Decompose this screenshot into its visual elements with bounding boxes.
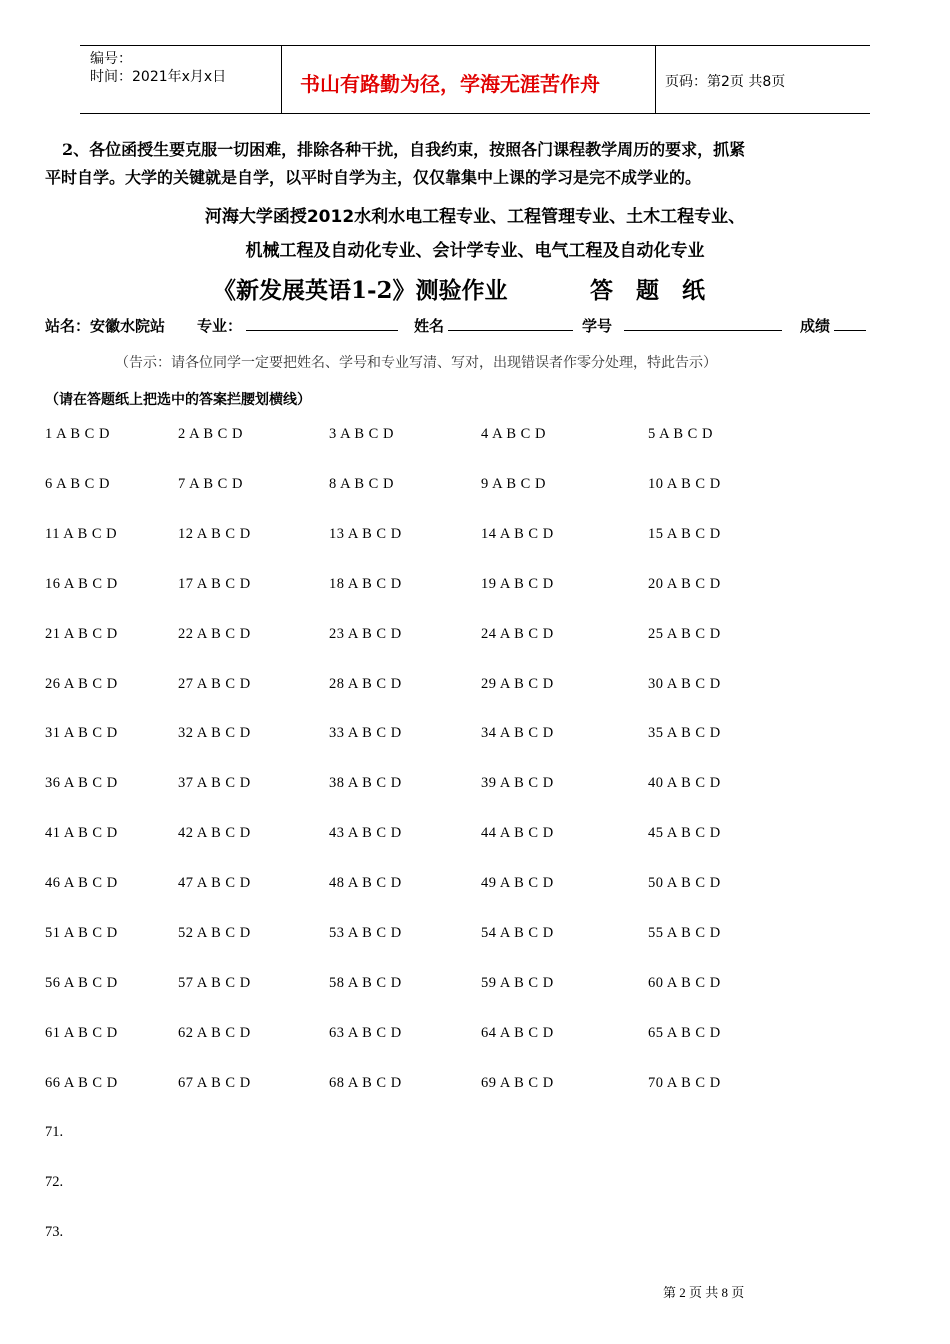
answer-item[interactable]: 62 A B C D — [178, 1024, 251, 1041]
answer-item[interactable]: 28 A B C D — [329, 675, 402, 692]
answer-item[interactable]: 29 A B C D — [481, 675, 554, 692]
answer-item[interactable]: 20 A B C D — [648, 575, 721, 592]
answer-item[interactable]: 27 A B C D — [178, 675, 251, 692]
answer-item[interactable]: 70 A B C D — [648, 1074, 721, 1091]
header-bottom-rule — [80, 113, 870, 114]
answer-item[interactable]: 12 A B C D — [178, 525, 251, 542]
answer-item[interactable]: 42 A B C D — [178, 825, 251, 842]
score-field[interactable] — [834, 316, 866, 331]
answer-item[interactable]: 58 A B C D — [329, 974, 402, 991]
answer-item[interactable]: 61 A B C D — [45, 1024, 118, 1041]
answer-item[interactable]: 3 A B C D — [329, 426, 394, 442]
answer-item[interactable]: 4 A B C D — [481, 426, 546, 442]
answer-item[interactable]: 40 A B C D — [648, 775, 721, 792]
answer-item[interactable]: 9 A B C D — [481, 475, 546, 492]
answer-item[interactable]: 31 A B C D — [45, 725, 118, 742]
answer-item[interactable]: 21 A B C D — [45, 625, 118, 642]
answer-item[interactable]: 43 A B C D — [329, 825, 402, 842]
answer-sheet-title: 答 题 纸 — [590, 277, 705, 304]
answer-item[interactable]: 37 A B C D — [178, 775, 251, 792]
answer-item[interactable]: 6 A B C D — [45, 475, 110, 492]
answer-item[interactable]: 38 A B C D — [329, 775, 402, 792]
answer-item[interactable]: 2 A B C D — [178, 426, 243, 442]
name-field[interactable] — [448, 316, 573, 331]
student-id-label: 学号 — [582, 317, 613, 335]
header-motto: 书山有路勤为径，学海无涯苦作舟 — [300, 72, 600, 96]
answer-item[interactable]: 36 A B C D — [45, 775, 118, 792]
answer-item[interactable]: 11 A B C D — [45, 525, 118, 542]
answer-item[interactable]: 59 A B C D — [481, 974, 554, 991]
answer-item[interactable]: 10 A B C D — [648, 475, 721, 492]
answer-item[interactable]: 55 A B C D — [648, 925, 721, 941]
intro-line-2: 平时自学。大学的关键就是自学，以平时自学为主，仅仅靠集中上课的学习是完不成学业的。 — [45, 168, 702, 187]
answer-item[interactable]: 48 A B C D — [329, 875, 402, 892]
answer-item[interactable]: 41 A B C D — [45, 825, 118, 842]
answer-item[interactable]: 5 A B C D — [648, 426, 713, 442]
answer-item[interactable]: 16 A B C D — [45, 575, 118, 592]
intro-line-1: 2、各位函授生要克服一切困难，排除各种干扰，自我约束，按照各门课程教学周历的要求，抓紧 — [62, 140, 746, 159]
answer-item[interactable]: 64 A B C D — [481, 1024, 554, 1041]
answer-item[interactable]: 26 A B C D — [45, 675, 118, 692]
answer-item[interactable]: 33 A B C D — [329, 725, 402, 742]
major-field[interactable] — [246, 316, 398, 331]
answer-item[interactable]: 50 A B C D — [648, 875, 721, 892]
answer-item[interactable]: 39 A B C D — [481, 775, 554, 792]
date-text: 时间：2021年x月x日 — [90, 69, 227, 85]
answer-item[interactable]: 24 A B C D — [481, 625, 554, 642]
title-line-1: 河海大学函授2012水利水电工程专业、工程管理专业、土木工程专业、 — [204, 207, 746, 227]
answer-item[interactable]: 47 A B C D — [178, 875, 251, 892]
answer-item[interactable]: 14 A B C D — [481, 525, 554, 542]
answer-item[interactable]: 51 A B C D — [45, 925, 118, 941]
answer-item[interactable]: 13 A B C D — [329, 525, 402, 542]
answer-item[interactable]: 54 A B C D — [481, 925, 554, 941]
name-label: 姓名 — [414, 317, 445, 335]
main-title: 《新发展英语1-2》测验作业 — [213, 277, 508, 304]
header-divider-left — [281, 45, 282, 113]
answer-item[interactable]: 30 A B C D — [648, 675, 721, 692]
answer-item[interactable]: 15 A B C D — [648, 525, 721, 542]
score-label: 成绩 — [800, 317, 831, 335]
answer-item[interactable]: 65 A B C D — [648, 1024, 721, 1041]
notice-text: （告示：请各位同学一定要把姓名、学号和专业写清、写对，出现错误者作零分处理，特此告示） — [115, 355, 717, 371]
serial-label: 编号： — [90, 51, 132, 67]
answer-item[interactable]: 22 A B C D — [178, 625, 251, 642]
answer-item[interactable]: 57 A B C D — [178, 974, 251, 991]
open-question-72[interactable]: 72. — [45, 1174, 64, 1190]
answer-item[interactable]: 45 A B C D — [648, 825, 721, 842]
page-indicator: 页码：第2页 共8页 — [665, 74, 786, 90]
title-line-2: 机械工程及自动化专业、会计学专业、电气工程及自动化专业 — [245, 241, 705, 261]
answer-item[interactable]: 17 A B C D — [178, 575, 251, 592]
answer-item[interactable]: 49 A B C D — [481, 875, 554, 892]
answer-item[interactable]: 66 A B C D — [45, 1074, 118, 1091]
answer-item[interactable]: 44 A B C D — [481, 825, 554, 842]
answer-item[interactable]: 32 A B C D — [178, 725, 251, 742]
answer-item[interactable]: 52 A B C D — [178, 925, 251, 941]
answer-item[interactable]: 53 A B C D — [329, 925, 402, 941]
answer-item[interactable]: 1 A B C D — [45, 426, 110, 442]
header-divider-right — [655, 45, 656, 113]
answer-item[interactable]: 18 A B C D — [329, 575, 402, 592]
answer-item[interactable]: 69 A B C D — [481, 1074, 554, 1091]
answer-item[interactable]: 23 A B C D — [329, 625, 402, 642]
answer-item[interactable]: 60 A B C D — [648, 974, 721, 991]
page-footer: 第 2 页 共 8 页 — [663, 1285, 745, 1300]
header-top-rule — [80, 45, 870, 46]
answer-item[interactable]: 63 A B C D — [329, 1024, 402, 1041]
answer-item[interactable]: 25 A B C D — [648, 625, 721, 642]
answer-item[interactable]: 56 A B C D — [45, 974, 118, 991]
open-question-71[interactable]: 71. — [45, 1124, 64, 1140]
answer-item[interactable]: 46 A B C D — [45, 875, 118, 892]
answer-item[interactable]: 35 A B C D — [648, 725, 721, 742]
answer-item[interactable]: 67 A B C D — [178, 1074, 251, 1091]
answer-item[interactable]: 7 A B C D — [178, 475, 243, 492]
student-id-field[interactable] — [624, 316, 782, 331]
answer-item[interactable]: 19 A B C D — [481, 575, 554, 592]
answer-item[interactable]: 68 A B C D — [329, 1074, 402, 1091]
answer-item[interactable]: 8 A B C D — [329, 475, 394, 492]
instruction-text: （请在答题纸上把选中的答案拦腰划横线） — [45, 392, 311, 408]
open-question-73[interactable]: 73. — [45, 1224, 64, 1240]
station-label: 站名：安徽水院站 — [45, 317, 166, 335]
major-label: 专业： — [197, 317, 243, 335]
answer-item[interactable]: 34 A B C D — [481, 725, 554, 742]
